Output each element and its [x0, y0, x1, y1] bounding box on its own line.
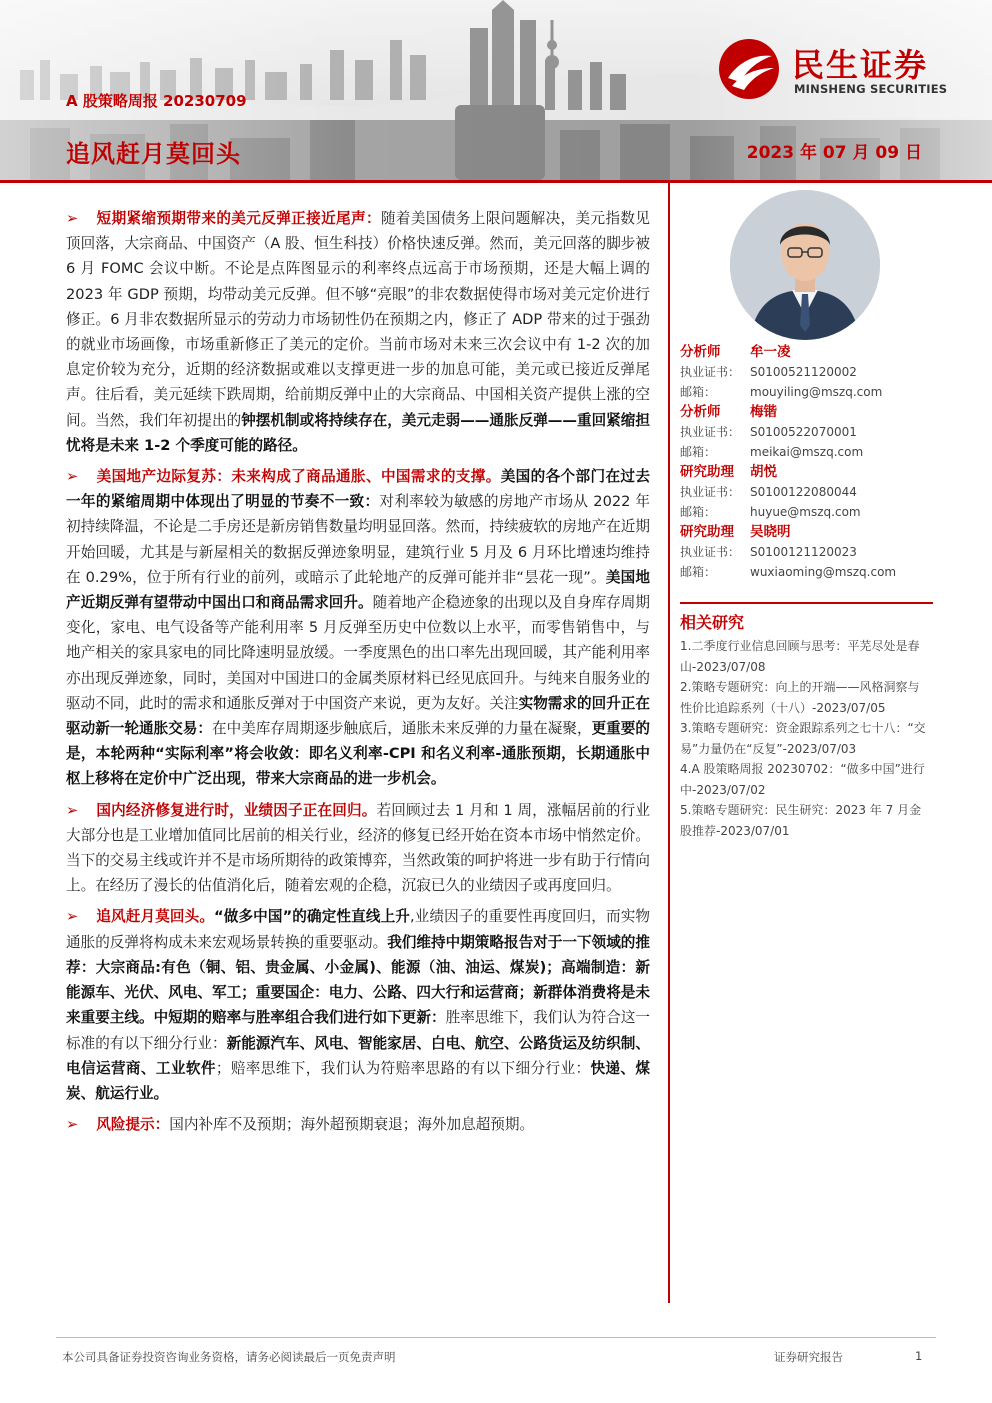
paragraph-emphasis: 美国地产近期反弹有望带动中国出口和商品需求回升。	[66, 568, 650, 612]
brand-name-en: MINSHENG SECURITIES	[794, 82, 948, 96]
paragraph-emphasis: 美国的各个部门在过去一年的紧缩周期中体现出了明显的节奏不一致：	[66, 468, 650, 511]
paragraph-text: 国内补库不及预期；海外超预期衰退；海外加息超预期。	[169, 1116, 535, 1134]
email-label: 邮箱：	[680, 505, 717, 519]
related-research-item[interactable]: 5.策略专题研究：民生研究：2023 年 7 月金股推荐-2023/07/01	[680, 803, 922, 838]
paragraph-text: 若回顾过去 1 月和 1 周，涨幅居前的行业大部分也是工业增加值同比居前的相关行业，经济的修复已经开始在资本市场中悄然定价。当下的交易主线或许并不是市场所期待的政策博弈，当然政策的呵护将进一步有助于行情向上。在经历了漫长的估值消化后，随着宏观的企稳，沉寂已久的业绩因子或再度回归。	[66, 801, 650, 895]
analyst-role: 研究助理	[680, 464, 734, 480]
paragraph-emphasis: 更重要的是，本轮两种“实际利率”将会收敛：即名义利率-CPI 和名义利率-通胀预期，长期通胀中枢上移将在定价中广泛出现，带来大宗商品的进一步机会。	[66, 720, 650, 788]
email-link[interactable]: meikai@mszq.com	[750, 445, 864, 459]
report-title: 追风赶月莫回头	[66, 140, 241, 168]
analyst-photo	[730, 190, 880, 340]
analyst-name: 吴晓明	[750, 524, 791, 540]
paragraph-dollar	[66, 206, 650, 458]
header-banner	[0, 0, 992, 180]
email-link[interactable]: mouyiling@mszq.com	[750, 385, 883, 399]
paragraph-emphasis: 钟摆机制或将持续存在，美元走弱——通胀反弹——重回紧缩担忧将是未来 1-2 个季度可能的路径。	[66, 411, 650, 454]
paragraph-lead: 国内经济修复进行时，业绩因子正在回归。	[96, 801, 377, 819]
paragraph-emphasis: “做多中国”的确定性直线上升	[214, 908, 410, 926]
minsheng-logo-icon	[718, 38, 780, 100]
cert-label: 执业证书：	[680, 485, 741, 499]
paragraph-text: 对利率较为敏感的房地产市场从 2022 年初持续降温，不论是二手房还是新房销售数量均明显回落。然而，持续疲软的房地产在近期开始回暖，尤其是与新屋相关的数据反弹迹象明显，建筑行业 5 月及 6 月环比增速均维持在 0.29%，位于所有行业的前列，或暗示了此轮地产的反弹可能并非“昙花一现”。	[66, 493, 650, 586]
analyst-email-row	[680, 562, 930, 582]
related-research-item[interactable]: 1.二季度行业信息回顾与思考：平芜尽处是春山-2023/07/08	[680, 639, 920, 674]
footer-divider	[56, 1337, 936, 1338]
analyst-cert-row	[680, 422, 930, 442]
email-label: 邮箱：	[680, 385, 717, 399]
paragraph-risk	[66, 1112, 650, 1137]
analyst-name: 梅锴	[750, 404, 777, 420]
cert-number: S0100521120002	[750, 365, 857, 379]
paragraph-strategy	[66, 904, 650, 1106]
paragraph-text: 随着美国债务上限问题解决，美元指数见顶回落，大宗商品、中国资产（A 股、恒生科技）价格快速反弹。然而，美元回落的脚步被 6 月 FOMC 会议中断。不论是点阵图显示的利率终点远高于市场预期，还是大幅上调的 2023 年 GDP 预期，均带动美元反弹。但不够“亮眼”的非农数据使得市场对美元定价进行修正。6 月非农数据所显示的劳动力市场韧性仍在预期之内，修正了 ADP 带来的过于强劲的就业市场画像，市场重新修正了美元的定价。当前市场对未来三次会议中有 1-2 次的加息定价较为充分，近期的经济数据或难以支撑更进一步的加息可能，美元或已接近反弹尾声。往后看，美元延续下跌周期，给前期反弹中止的大宗商品、中国相关资产提供上涨的空间。当然，我们年初提出的	[66, 210, 650, 429]
report-date: 2023 年 07 月 09 日	[746, 143, 922, 163]
paragraph-lead: 短期紧缩预期带来的美元反弹正接近尾声：	[96, 210, 381, 227]
paragraph-emphasis: 我们维持中期策略报告对于一下领域的推荐：大宗商品:有色（铜、铝、贵金属、小金属)、能源（油、油运、煤炭)；高端制造：新能源车、光伏、风电、军工；重要国企：电力、公路、四大行和运营商；新群体消费将是未来重要主线。中短期的赔率与胜率组合我们进行如下更新：	[66, 933, 650, 1027]
paragraph-text: 在中美库存周期逐步触底后，通胀未来反弹的力量在凝聚，	[212, 720, 592, 738]
email-link[interactable]: huyue@mszq.com	[750, 505, 861, 519]
cert-number: S0100122080044	[750, 485, 857, 499]
bullet-arrow-icon: ➢	[66, 210, 79, 227]
analyst-role: 研究助理	[680, 524, 734, 540]
analyst-cert-row	[680, 542, 930, 562]
paragraph-domestic-economy	[66, 798, 650, 899]
related-research-list	[680, 636, 930, 841]
paragraph-emphasis: 实物需求的回升正在驱动新一轮通胀交易：	[66, 694, 650, 738]
cert-number: S0100121120023	[750, 545, 857, 559]
bullet-arrow-icon: ➢	[66, 1116, 79, 1134]
analyst-name: 牟一凌	[750, 344, 791, 360]
paragraph-us-property	[66, 464, 650, 792]
bullet-arrow-icon: ➢	[66, 908, 79, 926]
page-number: 1	[915, 1349, 923, 1363]
analyst-role: 分析师	[680, 344, 721, 360]
footer-report-type: 证券研究报告	[774, 1350, 843, 1364]
paragraph-emphasis: 新能源汽车、风电、智能家居、白电、航空、公路货运及纺织制、电信运营商、工业软件	[66, 1034, 650, 1077]
analyst-email-row	[680, 442, 930, 462]
analyst-cert-row	[680, 362, 930, 382]
brand-logo	[718, 38, 968, 100]
analyst-portrait-icon	[730, 190, 880, 340]
related-research-title: 相关研究	[680, 613, 745, 632]
bullet-arrow-icon: ➢	[66, 468, 79, 486]
analyst-role: 分析师	[680, 404, 721, 420]
analyst-email-row	[680, 502, 930, 522]
related-research-item[interactable]: 2.策略专题研究：向上的开端——风格洞察与性价比追踪系列（十八）-2023/07/05	[680, 680, 920, 715]
analyst-name-row	[680, 342, 930, 362]
analyst-email-row	[680, 382, 930, 402]
paragraph-text: ；赔率思维下，我们认为符赔率思路的有以下细分行业：	[215, 1059, 591, 1077]
footer-disclaimer: 本公司具备证券投资咨询业务资格，请务必阅读最后一页免责声明	[62, 1350, 396, 1364]
bullet-arrow-icon: ➢	[66, 801, 79, 819]
analyst-name-row	[680, 402, 930, 422]
cert-label: 执业证书：	[680, 545, 741, 559]
analyst-list	[680, 342, 930, 582]
analyst-name: 胡悦	[750, 464, 777, 480]
paragraph-lead: 风险提示：	[96, 1116, 170, 1134]
report-series: A 股策略周报 20230709	[66, 92, 247, 110]
cert-label: 执业证书：	[680, 365, 741, 379]
email-label: 邮箱：	[680, 565, 717, 579]
related-research-item[interactable]: 3.策略专题研究：资金跟踪系列之七十八：“交易”力量仍在“反复”-2023/07/03	[680, 721, 926, 756]
paragraph-lead: 追风赶月莫回头。	[96, 908, 215, 926]
cert-label: 执业证书：	[680, 425, 741, 439]
header-divider	[0, 180, 992, 183]
paragraph-text: 胜率思维下，我们认为符合这一标准的有以下细分行业：	[66, 1009, 650, 1052]
analyst-name-row	[680, 522, 930, 542]
paragraph-text: ,业绩因子的重要性再度回归，而实物通胀的反弹将构成未来宏观场景转换的重要驱动。	[66, 908, 651, 951]
email-link[interactable]: wuxiaoming@mszq.com	[750, 565, 897, 579]
cert-number: S0100522070001	[750, 425, 857, 439]
brand-name-cn: 民生证券	[792, 46, 929, 84]
paragraph-emphasis: 快递、煤炭、航运行业。	[66, 1059, 650, 1102]
paragraph-text: 随着地产企稳迹象的出现以及自身库存周期变化，家电、电气设备等产能利用率 5 月反弹至历史中位数以上水平，而零售销售中，与地产相关的家具家电的同比降速明显放缓。一季度黑色的出口率先出现回暖，其产能利用率亦出现反弹迹象，同时，美国对中国进口的金属类原材料已经见底回升。与纯来自服务业的驱动不同，此时的需求和通胀反弹对于中国资产来说，更为友好。关注	[66, 594, 650, 712]
analyst-cert-row	[680, 482, 930, 502]
paragraph-lead: 美国地产边际复苏：未来构成了商品通胀、中国需求的支撑。	[96, 468, 501, 486]
column-divider	[668, 183, 670, 1303]
email-label: 邮箱：	[680, 445, 717, 459]
related-divider	[680, 602, 933, 604]
report-body	[66, 206, 650, 1143]
analyst-name-row	[680, 462, 930, 482]
related-research-item[interactable]: 4.A 股策略周报 20230702：“做多中国”进行中-2023/07/02	[680, 762, 925, 797]
